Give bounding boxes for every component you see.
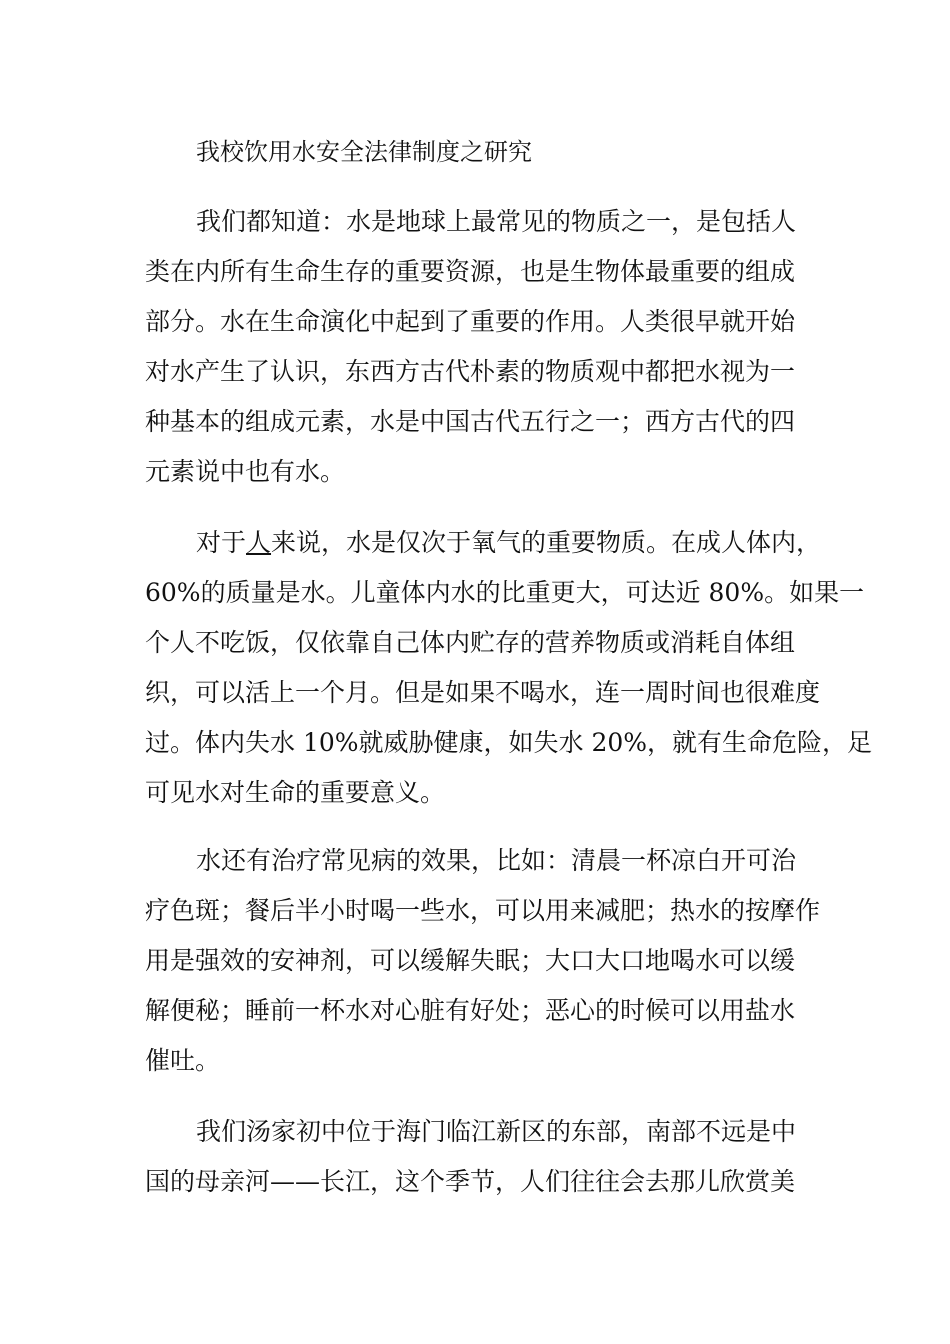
underlined-word: 人 [246,528,272,557]
paragraph-school-location [145,1107,809,1207]
paragraph-line: 水还有治疗常见病的效果，比如：清晨一杯凉白开可治 [196,846,797,875]
paragraph-line: 疗色斑；餐后半小时喝一些水，可以用来减肥；热水的按摩作 [145,896,821,925]
paragraph-line: 国的母亲河——长江，这个季节，人们往往会去那儿欣赏美 [145,1167,796,1196]
paragraph-line: 催吐。 [145,1046,221,1075]
paragraph-line: 过。体内失水 10%就威胁健康，如失水 20%，就有生命危险，足 [145,728,873,757]
paragraph-line [145,518,822,568]
paragraph-line: 元素说中也有水。 [145,457,346,486]
paragraph-line: 我们都知道：水是地球上最常见的物质之一，是包括人 [196,207,797,236]
paragraph-line: 60%的质量是水。儿童体内水的比重更大，可达近 80%。如果一 [145,578,865,607]
paragraph-line: 可见水对生命的重要意义。 [145,778,446,807]
paragraph-line: 解便秘；睡前一杯水对心脏有好处；恶心的时候可以用盐水 [145,996,796,1025]
line-suffix: 来说，水是仅次于氧气的重要物质。在成人体内， [271,528,822,557]
paragraph-line: 用是强效的安神剂，可以缓解失眠；大口大口地喝水可以缓 [145,946,796,975]
document-title: 我校饮用水安全法律制度之研究 [196,138,532,166]
paragraph-line: 类在内所有生命生存的重要资源，也是生物体最重要的组成 [145,257,796,286]
paragraph-water-remedies [145,836,821,1086]
paragraph-line: 个人不吃饭，仅依靠自己体内贮存的营养物质或消耗自体组 [145,628,796,657]
paragraph-line: 织，可以活上一个月。但是如果不喝水，连一周时间也很难度 [145,678,821,707]
paragraph-line: 种基本的组成元素，水是中国古代五行之一；西方古代的四 [145,407,796,436]
paragraph-line: 我们汤家初中位于海门临江新区的东部，南部不远是中 [196,1117,797,1146]
paragraph-line: 对水产生了认识，东西方古代朴素的物质观中都把水视为一 [145,357,796,386]
paragraph-water-basics [145,197,809,497]
line-prefix: 对于 [196,528,247,557]
paragraph-line: 部分。水在生命演化中起到了重要的作用。人类很早就开始 [145,307,796,336]
paragraph-water-for-humans [145,518,873,818]
